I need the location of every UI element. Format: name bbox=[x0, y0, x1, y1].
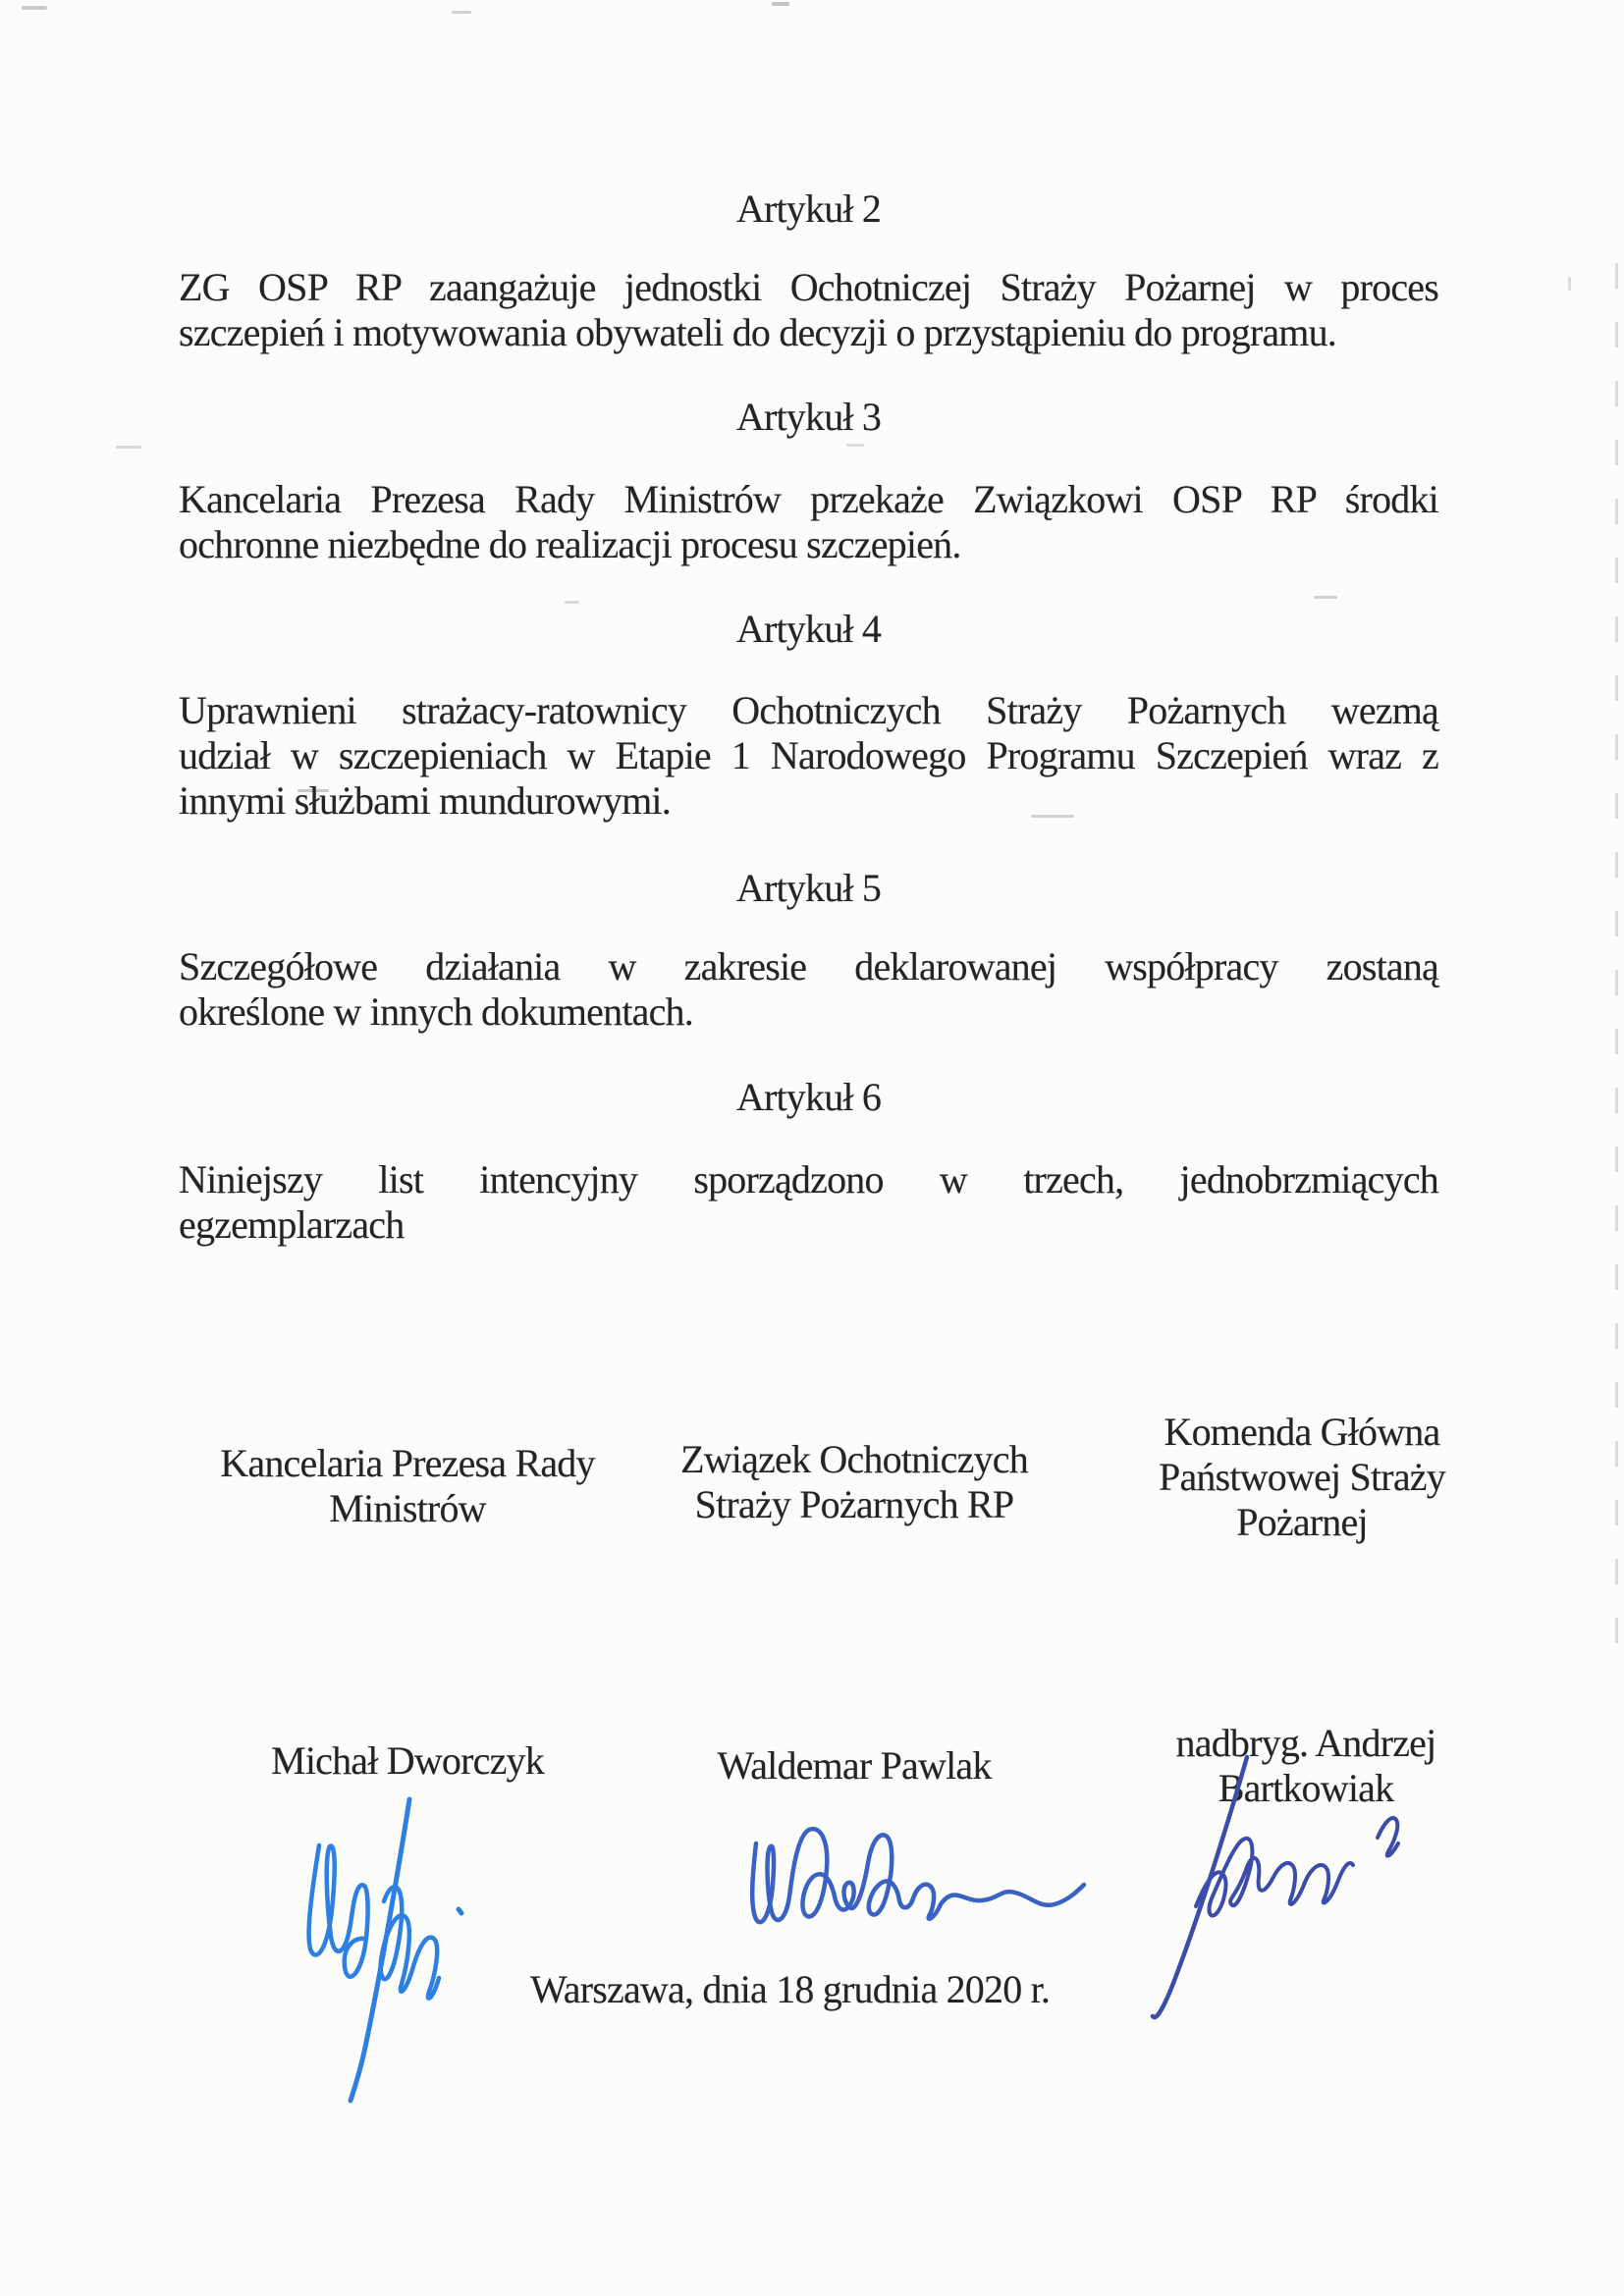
dateline: Warszawa, dnia 18 grudnia 2020 r. bbox=[530, 1967, 1051, 2011]
scan-artifact bbox=[116, 446, 141, 449]
scan-artifact bbox=[1314, 596, 1337, 599]
signatory-organization-zosp: Związek Ochotniczych Straży Pożarnych RP bbox=[680, 1437, 1028, 1526]
article-6-heading: Artykuł 6 bbox=[735, 1075, 882, 1119]
signatory-name-pawlak: Waldemar Pawlak bbox=[717, 1743, 992, 1788]
article-6-line-1: Niniejszy list intencyjny sporządzono w trzech, jednobrzmiących bbox=[179, 1157, 1438, 1201]
scan-artifact bbox=[452, 11, 471, 14]
article-3-heading: Artykuł 3 bbox=[735, 395, 882, 439]
article-6-line-2: egzemplarzach bbox=[179, 1202, 405, 1247]
signatory-name-dworczyk: Michał Dworczyk bbox=[271, 1738, 544, 1783]
article-4-body bbox=[179, 688, 1438, 824]
scan-artifact bbox=[1568, 277, 1571, 291]
article-2-line-2: szczepień i motywowania obywateli do decyzji o przystąpieniu do programu. bbox=[179, 310, 1337, 354]
article-5-heading: Artykuł 5 bbox=[735, 866, 882, 910]
scan-artifact bbox=[846, 444, 864, 447]
article-4-heading: Artykuł 4 bbox=[735, 607, 882, 651]
signatory-organization-kgpsp: Komenda Główna Państwowej Straży Pożarnej bbox=[1159, 1410, 1445, 1544]
article-6-body bbox=[179, 1157, 1438, 1248]
article-4-line-1: Uprawnieni strażacy-ratownicy Ochotniczych Straży Pożarnych wezmą bbox=[179, 688, 1438, 732]
article-5-line-2: określone w innych dokumentach. bbox=[179, 989, 693, 1034]
article-3-line-2: ochronne niezbędne do realizacji procesu szczepień. bbox=[179, 522, 961, 566]
article-3-line-1: Kancelaria Prezesa Rady Ministrów przekaże Związkowi OSP RP środki bbox=[179, 477, 1438, 521]
scan-artifact bbox=[565, 601, 579, 604]
handwritten-signature-dworczyk bbox=[290, 1791, 486, 2115]
article-4-line-3: innymi służbami mundurowymi. bbox=[179, 778, 671, 823]
scan-artifact bbox=[22, 6, 47, 10]
handwritten-signature-bartkowiak bbox=[1137, 1749, 1451, 2034]
article-2-heading: Artykuł 2 bbox=[735, 187, 882, 231]
article-5-line-1: Szczegółowe działania w zakresie deklarowanej współpracy zostaną bbox=[179, 944, 1438, 988]
article-3-body bbox=[179, 477, 1438, 567]
article-5-body bbox=[179, 944, 1438, 1035]
article-2-line-1: ZG OSP RP zaangażuje jednostki Ochotniczej Straży Pożarnej w proces bbox=[179, 265, 1438, 309]
scan-artifact bbox=[772, 2, 789, 6]
signatory-name-bartkowiak: nadbryg. Andrzej Bartkowiak bbox=[1175, 1721, 1436, 1810]
signatory-organization-kprm: Kancelaria Prezesa Rady Ministrów bbox=[220, 1441, 595, 1530]
article-2-body bbox=[179, 265, 1438, 355]
scan-edge-streak bbox=[1615, 263, 1618, 1673]
handwritten-signature-pawlak bbox=[748, 1824, 1087, 1937]
article-4-line-2: udział w szczepieniach w Etapie 1 Narodowego Programu Szczepień wraz z bbox=[179, 733, 1438, 777]
